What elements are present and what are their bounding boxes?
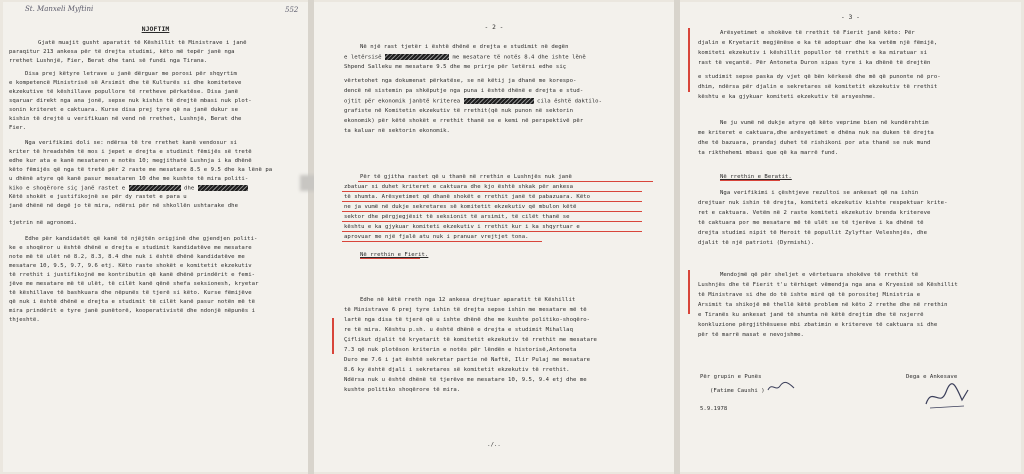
text-line: Edhe për kandidatët që kanë të njëjtën origjinë dhe gjendjen politi- — [25, 236, 258, 242]
text-line: lartë nga disa të tjerë që u ishte dhënë dhe me kushte politiko-shoqëro- — [344, 317, 591, 323]
red-underline — [720, 180, 780, 181]
text-line: 7.3 që nuk plotëson kriterin e notës për lëndën e historisë,Antoneta — [344, 347, 577, 353]
text-line: dhe të bazuara, prandaj duhet të rishikoni por ata thanë se nuk mund — [698, 140, 931, 146]
signature-mark — [766, 380, 796, 394]
text-line: ret e caktuara. Vetëm në 2 raste komiteti ekzekutiv brenda kritereve — [698, 210, 931, 216]
text-line — [9, 185, 248, 193]
text-line: Arësyetimet e shokëve të rrethit të Fierit janë këto: Për — [720, 30, 915, 36]
text-line: djalin e Kryetarit megjënëse e ka të adoptuar dhe ka vetëm një fëmijë, — [698, 40, 938, 46]
page-number: - 2 - — [484, 24, 504, 31]
text-line: dhim, ndërsa për djalin e sekretares së komitetit ekzekutiv të rrethit — [698, 84, 938, 90]
red-margin-mark — [688, 28, 690, 92]
text-line: Nga verifikimi doli se: ndërsa të tre rrethet kanë vendosur si — [25, 140, 237, 146]
text-line: u dhënë atyre që kanë pasur mesataren 10 dhe me kushte të mira politi- — [9, 176, 249, 182]
text-line: aprovuar me një fjalë atu nuk i pranuar vrejtjet tona. — [344, 234, 529, 240]
text-line: kriter të hreadshëm të mos i jepet e drejta e studimit fëmijës së tretë — [9, 149, 252, 155]
text-line: ke e shoqëror u është dhënë e drejta e studimit kandidatëve me mesatare — [9, 245, 252, 251]
text-line: vërtetohet nga dokumenat përkatëse, se në këtij ja dhanë me korespo- — [344, 78, 577, 84]
text-line: të këshillave të bashkuara dhe nëpunës të tjerë si këto. Kurse fëmijëve — [9, 290, 252, 296]
text-line: Për të gjitha rastet që u thanë në rrethin e Lushnjës nuk janë — [360, 174, 572, 180]
text-line: Edhe në këtë rreth nga 12 ankesa drejtuar aparatit të Këshillit — [360, 297, 576, 303]
red-underline — [342, 201, 642, 202]
text-line — [344, 54, 586, 62]
section-heading: Në rrethin e Beratit. — [720, 174, 792, 180]
text-line: rrethet Lushnjë, Fier, Berat dhe tani së fundi nga Tirana. — [9, 58, 208, 64]
text-line: grafiste në Komitetin ekzekutiv të rrethit(që nuk punon në sektorin — [344, 108, 573, 114]
text-line: edhe kur ata e kanë mesataren e notës 10; megjithatë Lushnja i ka dhënë — [9, 158, 252, 164]
red-underline — [342, 241, 542, 242]
document-page-2 — [314, 2, 674, 472]
text-line: paraqitur 213 ankesa për të drejta studimi, këto më tepër janë nga — [9, 49, 235, 55]
text-line: të Ministrave si dhe do të ishte mirë që të porositej Ministria e — [698, 292, 921, 298]
text-line — [344, 98, 602, 106]
text-line: e kompetencë Ministrisë së Arsimit dhe të Kulturës si dhe komiteteve — [9, 80, 242, 86]
text-line: zbatuar si duhet kriteret e caktuara dhe kjo është shkak për ankesa — [344, 184, 573, 190]
redacted-name — [129, 185, 181, 191]
section-heading: Në rrethin e Fierit. — [360, 252, 429, 258]
text-line: note më të ulët në 8.2, 8.3, 8.4 dhe nuk i është dhënë kandidatëve me — [9, 254, 245, 260]
text-line: Gjatë muajit gusht aparatit të Këshillit të Ministrave i janë — [38, 40, 247, 46]
text-line: Mendojmë që për sheljet e vërtetuara shokëve të rrethit të — [720, 272, 919, 278]
text-line: janë dhënë në degë jo të mira, ndërsi për në shkollën ushtarake dhe — [9, 203, 238, 209]
text-line: tjetrin në agronomi. — [9, 220, 78, 226]
text-fragment: cila është daktilo- — [537, 98, 602, 105]
signatory-name: (Fatime Caushi ) — [710, 388, 765, 394]
text-line: kushte politiko shoqërore të mira. — [344, 387, 461, 393]
signature-department: Dega e Ankesave — [906, 374, 958, 380]
text-line: Ne ju vumë në dukje atyre që këto veprime bien në kundërshtim — [720, 120, 929, 126]
text-line: kështu e ka gjykuar komiteti ekzekutiv i rrethit kur i ka shqyrtuar e — [344, 224, 580, 230]
text-line: ekzekutive të këshillave popullore të rretheve përkatëse. Disa janë — [9, 89, 238, 95]
page-number: - 3 - — [841, 14, 860, 21]
text-line: drejta studimi nipit të Heroit të popullit Zylyftar Veleshnjës, dhe — [698, 230, 927, 236]
handwritten-header: St. Manxeli Myftini — [25, 5, 94, 13]
text-line: mesatare 10, 9.5, 9.7, 9.6 etj. Këto raste shokët e komitetit ekzekutiv — [9, 263, 252, 269]
continuation-mark: ./.. — [487, 442, 501, 448]
text-line: me kriteret e caktuara,dhe arësyetimet e dhëna nuk na duken të drejta — [698, 130, 934, 136]
document-page-3 — [680, 2, 1021, 472]
text-line: sektor dhe përgjegjësit të seksionit të arsimit, të cilët thanë se — [344, 214, 570, 220]
text-line: sqaruar direkt nga ana jonë, sepse nuk kishin të drejtë mbasi nuk plot- — [9, 98, 252, 104]
document-date: 5.9.1978 — [700, 406, 728, 412]
text-line: komiteti ekzekutiv i këshillit popullor të rrethit e ka miratuar si — [698, 50, 927, 56]
text-line: ne ja vumë në dukje sekretares së komitetit ekzekutiv që mbulon këtë — [344, 204, 577, 210]
page-number: 552 — [285, 6, 299, 14]
red-underline — [360, 258, 420, 259]
text-line: konkluzione përgjithësuese mbi zbatimin e kritereve të caktuara si dhe — [698, 322, 938, 328]
redacted-name — [385, 54, 449, 60]
text-line: Ndërsa nuk u është dhënë të tjerëve me mesatare 10, 9.5, 9.4 etj dhe me — [344, 377, 587, 383]
text-fragment: kiko e shoqërore siç janë rastet e — [9, 185, 126, 192]
red-underline — [342, 191, 642, 192]
text-fragment: ojtit për ekonomik janbtë kriterea — [344, 98, 461, 105]
text-line: rast të veçantë. Për Antoneta Duron sipas tyre i ka dhënë të drejtën — [698, 60, 931, 66]
red-margin-mark — [688, 270, 690, 314]
text-line: dencë në sistemin pa shkëputje nga puna i është dhënë e drejta e stud- — [344, 88, 584, 94]
signature-group-label: Për grupin e Punës — [700, 374, 762, 380]
text-fragment: dhe — [184, 185, 195, 192]
text-line: të shumta. Arësyetimet që dhanë shokët e rrethit janë të pabazuara. Këto — [344, 194, 591, 200]
text-line: Në një rast tjetër i është dhënë e drejta e studimit në degën — [360, 44, 569, 50]
text-fragment: e letërsisë — [344, 54, 382, 61]
text-line: Çiflikut djalit të kryetarit të komitetit ekzekutiv të rrethit me mesatare — [344, 337, 597, 343]
text-line: 8.6 ky është djali i sekretares së komitetit ekzekutiv të rrethit. — [344, 367, 570, 373]
text-line: këto fëmijës që nga të tretë për 2 raste me mesatare 8.5 e 9.5 dhe ka lënë pa — [9, 167, 273, 173]
text-fragment: me mesatare të notës 8.4 dhe ishte lënë — [452, 54, 586, 61]
text-line: thjeshtë. — [9, 317, 40, 323]
text-line: Këtë shokët e justifikojnë se për dy rastet e para u — [9, 194, 187, 200]
text-line: të caktuara por me mesatare më të ulët se të tjerëve i ka dhënë të — [698, 220, 924, 226]
text-line: ta kaluar në sektorin ekonomik. — [344, 128, 450, 134]
red-underline — [342, 221, 642, 222]
text-line: të rrethit i justifikojnë me kontributin që kanë dhënë prindërit e femi- — [9, 272, 256, 278]
document-page-1 — [3, 2, 308, 472]
text-line: mira prindërit e tyre janë punëtorë, kooperativistë dhe ndonjë nëpunës i — [9, 308, 256, 314]
text-line: Disa prej këtyre letrave u janë dërguar me porosi për shqyrtim — [25, 71, 237, 77]
text-line: e Tiranës ku ankesat janë të shumta në këtë drejtim dhe të nxjerrë — [698, 312, 924, 318]
text-line: për të marrë masat e nevojshme. — [698, 332, 804, 338]
text-line: Shpend Salleku me mesatare 9.5 dhe me prirje për letërsi edhe siç — [344, 64, 567, 70]
text-line: që nuk i është dhënë e drejta e studimit të cilët kanë pasur notën më të — [9, 299, 256, 305]
text-line: sonin kriteret e caktuara. Kurse disa prej tyre që na janë dukur se — [9, 107, 238, 113]
text-line: kështu e ka gjykuar komiteti ekzekutiv të arsyeshme. — [698, 94, 876, 100]
red-underline — [358, 181, 653, 182]
text-line: re të mira. Kështu p.sh. u është dhënë e drejta e studimit Mihallaq — [344, 327, 573, 333]
redacted-name — [198, 185, 248, 191]
text-line: jëve me mesatare më të ulët, të cilët kanë qënë shefa seksionesh, kryetar — [9, 281, 259, 287]
text-line: Lushnjës dhe të Fierit t'u tërhiqet vëmendja nga ana e Kryesisë së Këshillit — [698, 282, 958, 288]
redacted-name — [464, 98, 534, 104]
red-margin-mark — [332, 318, 334, 354]
text-line: të Ministrave 6 prej tyre ishin të drejta sepse ishin me mesatare më të — [344, 307, 587, 313]
red-underline — [342, 211, 642, 212]
text-line: Duro me 7.6 i jat është sekretar partie në Naftë, Ilir Pulaj me mesatare — [344, 357, 591, 363]
text-line: djalit të një patrioti (Dyrmishi). — [698, 240, 815, 246]
text-line: drejtuar nuk ishin të drejta, komiteti ekzekutiv kishte respektuar krite- — [698, 200, 948, 206]
text-line: kishin të drejtë u verifikuan në vend në rrethet, Lushnjë, Berat dhe — [9, 116, 242, 122]
text-line: e studimit sepse paska dy vjet që bën kërkesë dhe më që punonte në pro- — [698, 74, 941, 80]
text-line: ta rikthehemi mbasi que që ka marrë fund. — [698, 150, 839, 156]
page-title: NJOFTIM — [141, 25, 170, 33]
text-line: ekonomik) për këtë shokët e rrethit thanë se e kemi në perspektivë për — [344, 118, 584, 124]
signature-mark — [922, 382, 972, 412]
red-underline — [342, 231, 642, 232]
text-line: Fier. — [9, 125, 27, 131]
text-line: Arsimit ta shikojë më thellë këtë problem në këto 2 rrethe dhe në rrethin — [698, 302, 948, 308]
text-line: Nga verifikimi i çështjeve rezultoi se ankesat që na ishin — [720, 190, 919, 196]
